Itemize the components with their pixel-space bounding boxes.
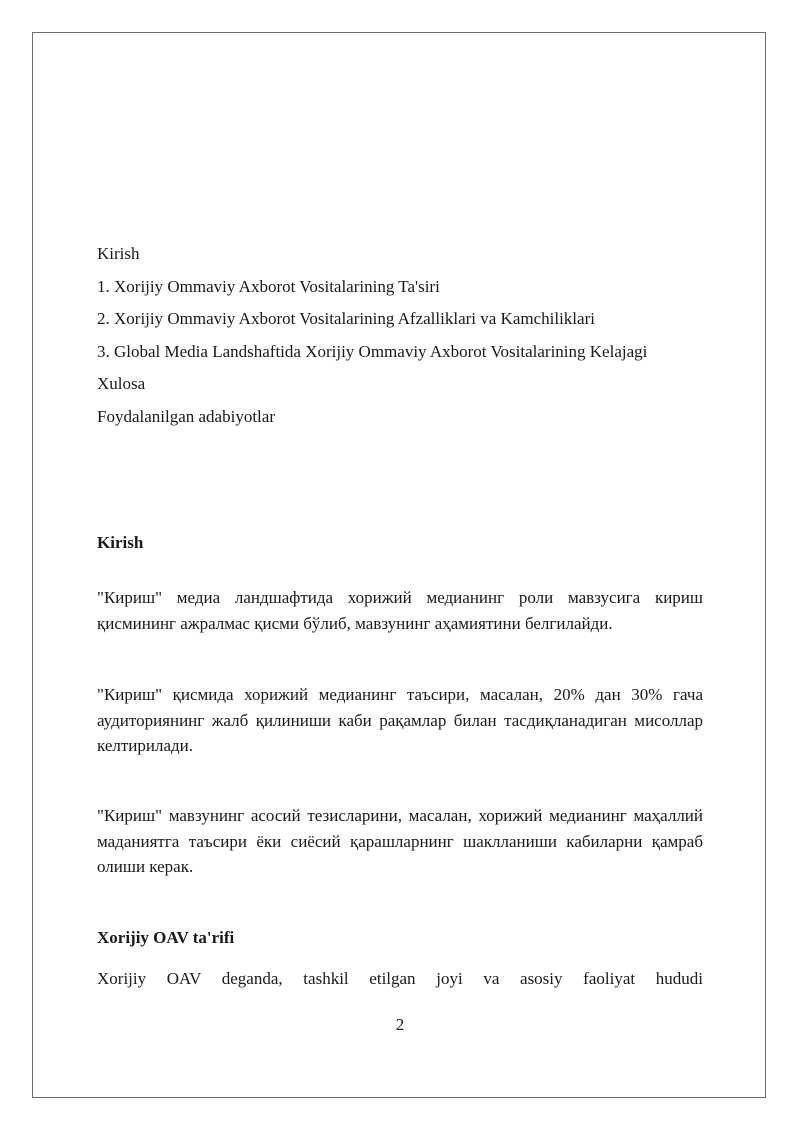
toc-item-3[interactable]: 3. Global Media Landshaftida Xorijiy Ommaviy Axborot Vositalarining Kelajagi — [97, 341, 648, 361]
definition-paragraph: Xorijiy OAV deganda, tashkil etilgan joyi va asosiy faoliyat hududi — [97, 969, 703, 988]
intro-paragraph-2: "Кириш" қисмида хорижий медианинг таъсири, масалан, 20% дан 30% гача аудиториянинг жалб қилиниши каби рақамлар билан тасдиқланадиган мисоллар келтирилади. — [97, 685, 703, 755]
table-of-contents — [97, 238, 703, 433]
section-heading-intro: Kirish — [97, 533, 144, 552]
toc-item-2[interactable]: 2. Xorijiy Ommaviy Axborot Vositalarining Afzalliklari va Kamchiliklari — [97, 309, 595, 328]
section-heading-definition: Xorijiy OAV ta'rifi — [97, 928, 235, 947]
toc-item-intro[interactable]: Kirish — [97, 244, 140, 263]
toc-item-references[interactable]: Foydalanilgan adabiyotlar — [97, 406, 275, 426]
toc-item-conclusion[interactable]: Xulosa — [97, 374, 146, 393]
toc-item-1[interactable]: 1. Xorijiy Ommaviy Axborot Vositalarining Ta'siri — [97, 276, 440, 296]
intro-paragraph-3: "Кириш" мавзунинг асосий тезисларини, масалан, хорижий медианинг маҳаллий маданиятга таъсири ёки сиёсий қарашларнинг шаклланиши кабиларни қамраб олиши керак. — [97, 806, 703, 876]
intro-paragraph-1: "Кириш" медиа ландшафтида хорижий медианинг роли мавзусига кириш қисмининг ажралмас қисми бўлиб, мавзунинг аҳамиятини белгилайди. — [97, 588, 703, 633]
page-number: 2 — [395, 1015, 405, 1034]
